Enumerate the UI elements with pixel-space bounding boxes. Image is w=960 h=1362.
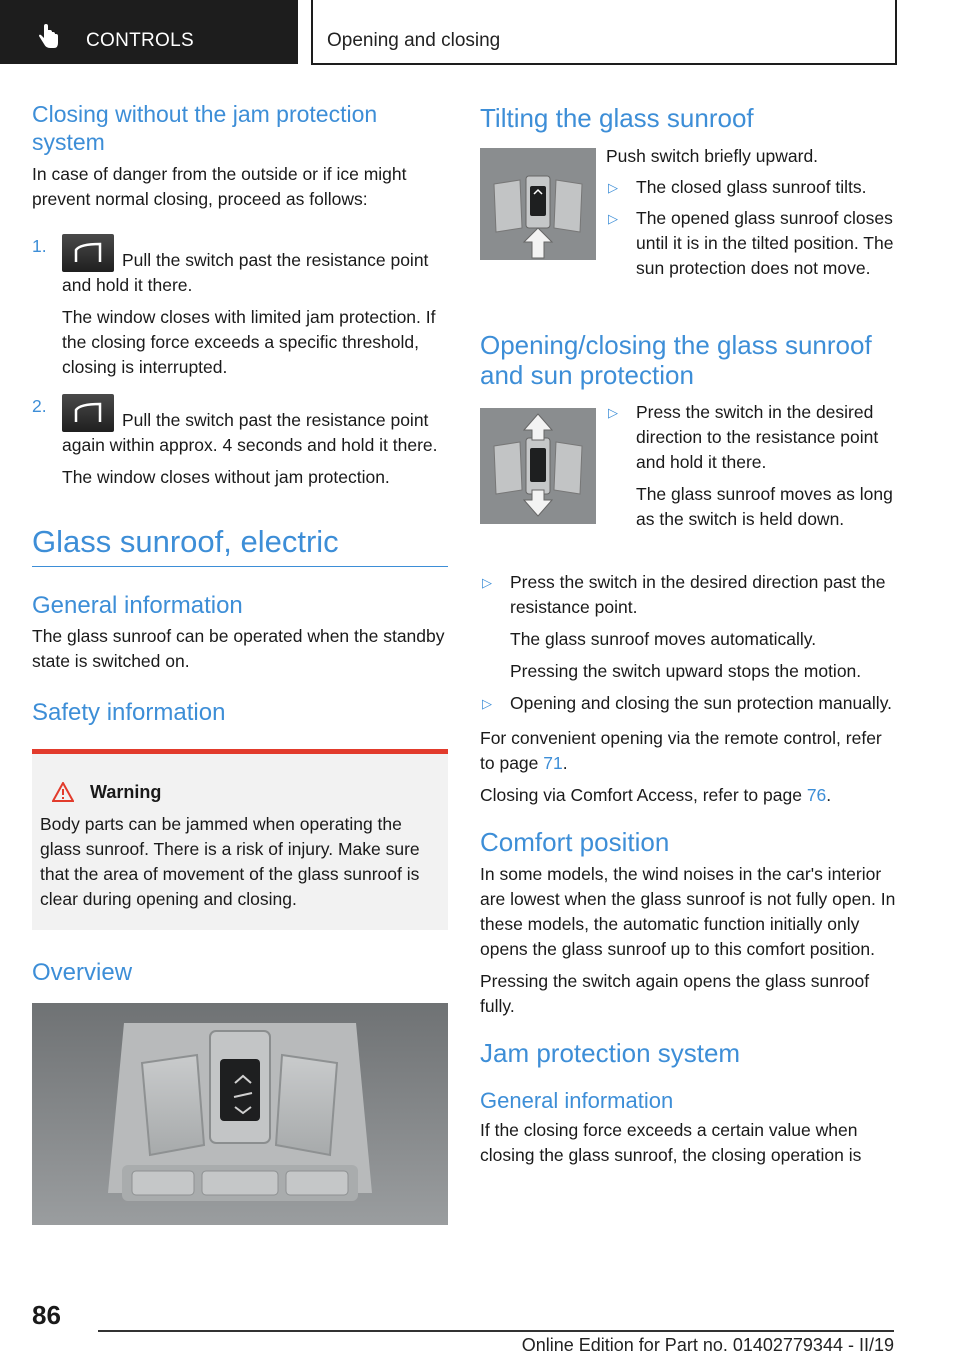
page-link-76[interactable]: 76 [806,785,827,805]
safety-heading: Safety information [32,699,226,726]
left-column [32,100,448,1225]
jam-general-heading: General information [480,1088,674,1113]
step-text: Pull the switch past the resistance point and hold it there. [62,234,448,298]
overview-image [32,1003,448,1225]
open-bullet: ▷ Press the switch in the desired direction to the resistance point and hold it there. The glass sunroof moves as long as the switch is held down. [608,402,893,529]
comfort-text-2: Pressing the switch again opens the glass sunroof fully. [480,971,870,1016]
section-label: CONTROLS [86,30,194,51]
step-followup: The window closes without jam protection. [62,467,390,487]
general-heading: General information [32,592,243,619]
page-number: 86 [32,1300,61,1330]
step-2 [32,394,448,490]
hand-pointer-icon [38,24,60,50]
jam-heading: Jam protection system [480,1038,741,1068]
warning-text: Body parts can be jammed when operating the glass sunroof. There is a risk of injury. Make sure that the area of movement of the glass sunroof is clear during opening and closing. [40,814,420,909]
comfort-access-text: Closing via Comfort Access, refer to page 76. [480,785,832,805]
closing-intro: In case of danger from the outside or if ice might prevent normal closing, proceed as follows: [32,164,407,209]
window-switch-icon [62,394,114,432]
warning-title: Warning [52,780,440,804]
tilt-bullet: ▷ The opened glass sunroof closes until it is in the tilted position. The sun protection does not move. [608,208,894,278]
chapter-label: Opening and closing [327,30,501,51]
jam-text: If the closing force exceeds a certain value when closing the glass sunroof, the closing operation is [480,1120,862,1165]
triangle-bullet-icon: ▷ [608,405,618,420]
tilt-section [480,144,898,316]
triangle-bullet-icon: ▷ [608,180,618,195]
tilt-heading: Tilting the glass sunroof [480,103,754,133]
warning-triangle-icon [52,782,74,802]
tilt-image [480,148,596,260]
page-link-71[interactable]: 71 [543,753,563,773]
chapter-tab [311,0,897,65]
step-number: 1. [32,236,47,256]
tilt-bullet: ▷ The closed glass sunroof tilts. [608,177,867,197]
open-bullet: ▷ Opening and closing the sun protection manually. [482,693,893,713]
section-tab [0,0,298,64]
step-followup: The window closes with limited jam protection. If the closing force exceeds a specific threshold, closing is interrupted. [62,307,436,377]
step-number: 2. [32,396,47,416]
step-text: Pull the switch past the resistance point again within approx. 4 seconds and hold it there. [62,394,448,458]
comfort-text-1: In some models, the wind noises in the car's interior are lowest when the glass sunroof is not fully open. In these models, the automatic function initially only opens the glass sunroof up to this comfort position. [480,864,896,959]
remote-text: For convenient opening via the remote control, refer to page 71. [480,728,882,773]
triangle-bullet-icon: ▷ [608,211,618,226]
overview-heading: Overview [32,959,133,986]
main-heading: Glass sunroof, electric [32,524,448,567]
open-heading: Opening/closing the glass sunroof and sun protection [480,330,872,390]
right-column [480,100,898,1168]
open-close-image [480,408,596,524]
footer-edition: Online Edition for Part no. 01402779344 - II/19 [521,1335,894,1355]
open-section [480,400,898,558]
general-text: The glass sunroof can be operated when the standby state is switched on. [32,626,445,671]
step-1 [32,234,448,380]
open-bullet: ▷ Press the switch in the desired direction past the resistance point. The glass sunroof moves automatically. Pressing the switch upward stops the motion. [482,572,886,681]
triangle-bullet-icon: ▷ [482,696,492,711]
comfort-heading: Comfort position [480,827,670,857]
tilt-intro: Push switch briefly upward. [606,146,819,166]
warning-box [32,749,448,930]
footer-rule [98,1330,894,1332]
closing-heading: Closing without the jam protection system [32,101,378,155]
triangle-bullet-icon: ▷ [482,575,492,590]
window-switch-icon [62,234,114,272]
